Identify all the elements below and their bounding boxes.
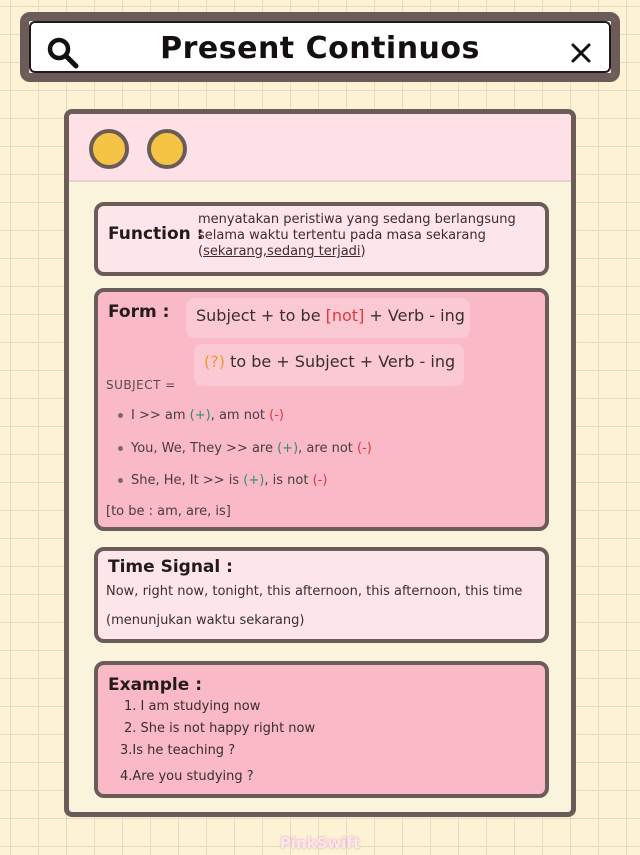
example-heading: Example : xyxy=(108,675,203,695)
formula2-rest: to be + Subject + Verb - ing xyxy=(224,352,456,371)
function-paren-close: ) xyxy=(360,244,366,259)
window-dot-1[interactable] xyxy=(89,129,129,169)
formula1-part2: + Verb - ing xyxy=(364,306,465,325)
list-item xyxy=(118,408,284,423)
window-dot-2[interactable] xyxy=(147,129,187,169)
function-text xyxy=(198,212,537,260)
bullet-positive: (+) xyxy=(189,408,211,423)
list-item: 1. I am studying now xyxy=(124,699,261,714)
bullet-mid: , are not xyxy=(298,441,357,456)
function-text-line1: menyatakan peristiwa yang sedang berlangsung xyxy=(198,212,516,227)
bullet-mid: , am not xyxy=(210,408,270,423)
watermark: PinkSwift xyxy=(279,834,361,852)
function-heading: Function : xyxy=(108,224,204,244)
list-item: 2. She is not happy right now xyxy=(124,721,316,736)
function-text-line2: selama waktu tertentu pada masa sekarang xyxy=(198,228,486,243)
bullet-lead: I >> am xyxy=(131,408,190,423)
list-item xyxy=(118,473,327,488)
search-bar[interactable] xyxy=(20,12,620,82)
function-underlined: sekarang,sedang terjadi xyxy=(203,244,361,259)
formula-question xyxy=(194,344,464,386)
bullet-mid: , is not xyxy=(264,473,313,488)
formula1-part1: Subject + to be xyxy=(196,306,326,325)
bullet-positive: (+) xyxy=(277,441,299,456)
list-item: 4.Are you studying ? xyxy=(120,769,254,784)
time-signal-heading: Time Signal : xyxy=(108,557,233,577)
bullet-negative: (-) xyxy=(269,408,284,423)
form-card xyxy=(94,288,549,531)
search-bar-inner xyxy=(29,21,611,73)
bullet-negative: (-) xyxy=(357,441,372,456)
bullet-lead: You, We, They >> are xyxy=(131,441,278,456)
function-card xyxy=(94,202,549,276)
time-signal-note: (menunjukan waktu sekarang) xyxy=(106,613,305,628)
function-paren-open: ( xyxy=(198,244,204,259)
window-titlebar xyxy=(69,114,571,182)
list-item: 3.Is he teaching ? xyxy=(120,743,236,758)
bullet-lead: She, He, It >> is xyxy=(131,473,244,488)
example-card xyxy=(94,661,549,798)
page-title: Present Continuos xyxy=(160,31,480,66)
subject-label: SUBJECT = xyxy=(106,378,176,392)
close-icon[interactable] xyxy=(567,39,595,67)
formula2-question: (?) xyxy=(204,352,225,371)
list-item xyxy=(118,441,372,456)
search-icon[interactable] xyxy=(45,35,81,71)
form-heading: Form : xyxy=(108,302,170,322)
function-text-line3 xyxy=(198,244,537,260)
to-be-note: [to be : am, are, is] xyxy=(106,504,231,519)
bullet-negative: (-) xyxy=(312,473,328,488)
formula-positive-negative xyxy=(186,298,470,338)
bullet-positive: (+) xyxy=(243,473,265,488)
time-signal-text: Now, right now, tonight, this afternoon, this afternoon, this time xyxy=(106,584,523,599)
formula1-negative: [not] xyxy=(325,306,365,325)
note-window xyxy=(64,109,576,817)
time-signal-card xyxy=(94,547,549,643)
